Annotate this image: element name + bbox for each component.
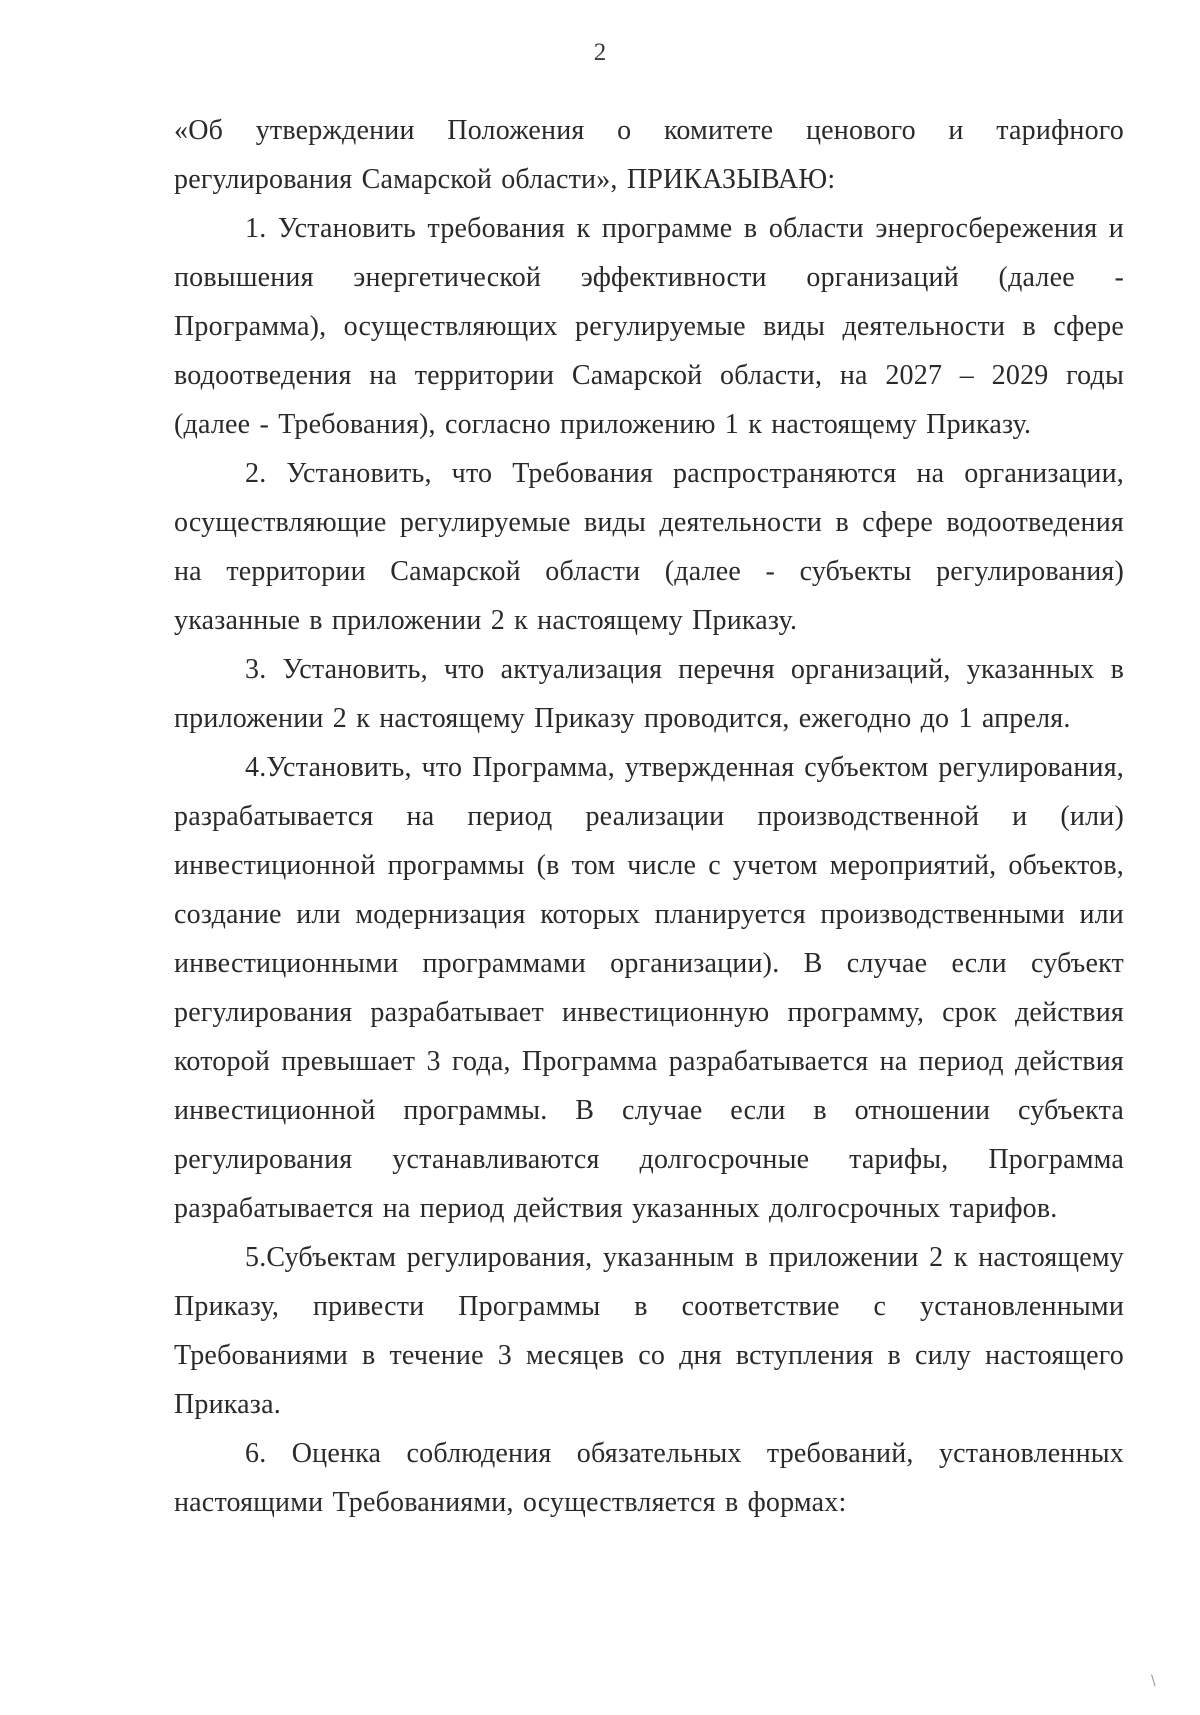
- page-number: 2: [593, 39, 607, 66]
- paragraph-item-4: 4.Установить, что Программа, утвержденная субъектом регулирования, разрабатывается на период реализации производственной и (или) инвестиционной программы (в том числе с учетом мероприятий, объектов, создание или модернизация которых планируется производственными или инвестиционными программами организации). В случае если субъект регулирования разрабатывает инвестиционную программу, срок действия которой превышает 3 года, Программа разрабатывается на период действия инвестиционной программы. В случае если в отношении субъекта регулирования устанавливаются долгосрочные тарифы, Программа разрабатывается на период действия указанных долгосрочных тарифов.: [174, 752, 1124, 1224]
- document-body: [174, 106, 1124, 1527]
- paragraph-item-5: 5.Субъектам регулирования, указанным в приложении 2 к настоящему Приказу, привести Программы в соответствие с установленными Требованиями в течение 3 месяцев со дня вступления в силу настоящего Приказа.: [174, 1242, 1124, 1420]
- paragraph-item-3: 3. Установить, что актуализация перечня организаций, указанных в приложении 2 к настоящему Приказу проводится, ежегодно до 1 апреля.: [174, 654, 1124, 734]
- paragraph-item-6: 6. Оценка соблюдения обязательных требований, установленных настоящими Требованиями, осуществляется в формах:: [174, 1438, 1124, 1518]
- paragraph-item-1: 1. Установить требования к программе в области энергосбережения и повышения энергетической эффективности организаций (далее - Программа), осуществляющих регулируемые виды деятельности в сфере водоотведения на территории Самарской области, на 2027 – 2029 годы (далее - Требования), согласно приложению 1 к настоящему Приказу.: [174, 213, 1124, 440]
- scan-corner-mark: \: [1151, 1673, 1156, 1689]
- paragraph-intro: «Об утверждении Положения о комитете ценового и тарифного регулирования Самарской области», ПРИКАЗЫВАЮ:: [174, 115, 1124, 195]
- paragraph-item-2: 2. Установить, что Требования распространяются на организации, осуществляющие регулируемые виды деятельности в сфере водоотведения на территории Самарской области (далее - субъекты регулирования) указанные в приложении 2 к настоящему Приказу.: [174, 458, 1124, 636]
